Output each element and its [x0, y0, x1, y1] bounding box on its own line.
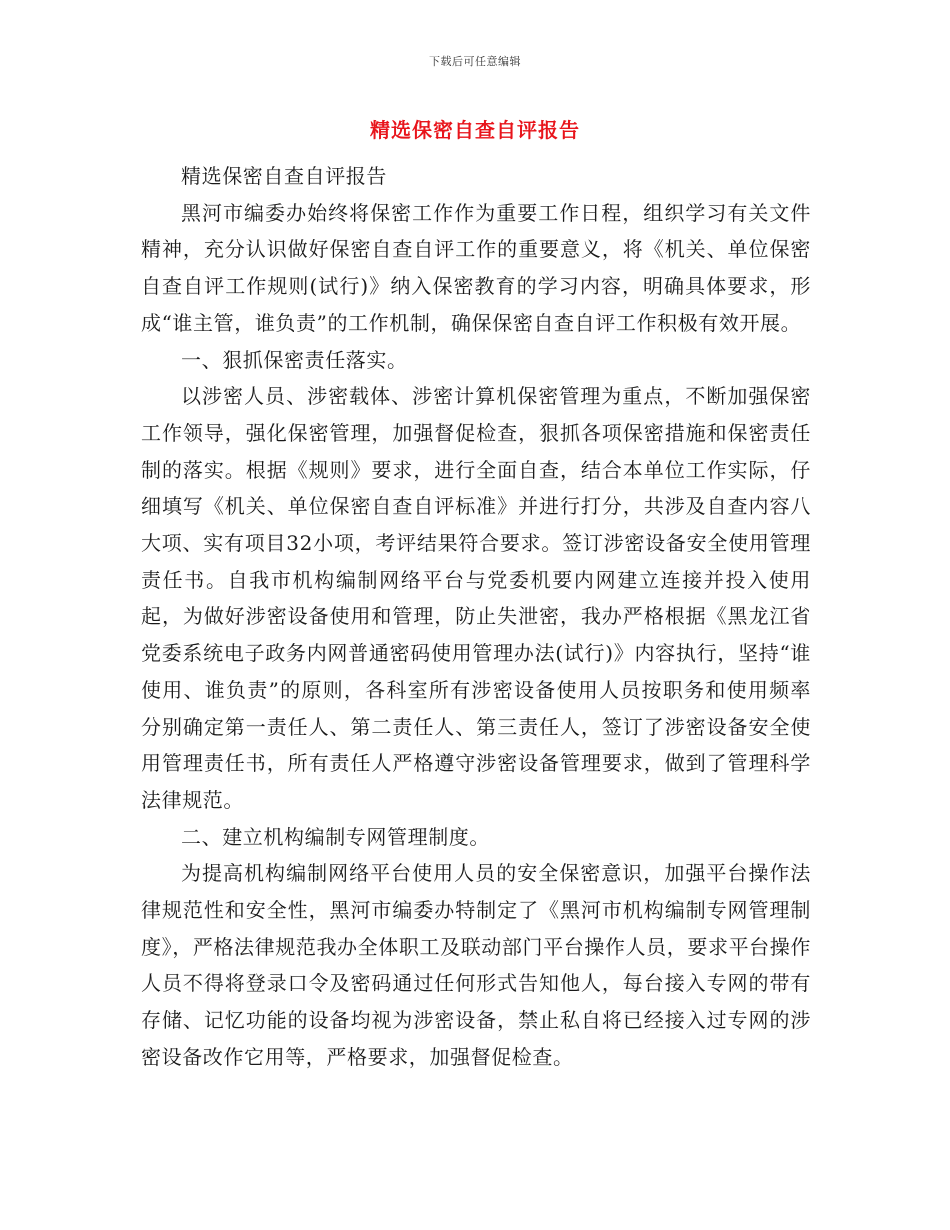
section-heading-1: 一、狠抓保密责任落实。 — [181, 347, 408, 372]
document-title: 精选保密自查自评报告 — [370, 118, 580, 142]
section-heading-2: 二、建立机构编制专网管理制度。 — [181, 824, 490, 849]
header-note: 下载后可任意编辑 — [429, 55, 521, 68]
paragraph-section-1: 以涉密人员、涉密载体、涉密计算机保密管理为重点，不断加强保密工作领导，强化保密管理，加强督促检查，狠抓各项保密措施和保密责任制的落实。根据《规则》要求，进行全面自查，结合本单位工作实际，仔细填写《机关、单位保密自查自评标准》并进行打分，共涉及自查内容八大项、实有项目32小项，考评结果符合要求。签订涉密设备安全使用管理责任书。自我市机构编制网络平台与党委机要内网建立连接并投入使用起，为做好涉密设备使用和管理，防止失泄密，我办严格根据《黑龙江省党委系统电子政务内网普通密码使用管理办法(试行)》内容执行，坚持“谁使用、谁负责”的原则，各科室所有涉密设备使用人员按职务和使用频率分别确定第一责任人、第二责任人、第三责任人，签订了涉密设备安全使用管理责任书，所有责任人严格遵守涉密设备管理要求，做到了管理科学法律规范。 — [141, 384, 811, 812]
paragraph-subtitle: 精选保密自查自评报告 — [181, 164, 387, 188]
document-body — [141, 158, 811, 1076]
paragraph-intro: 黑河市编委办始终将保密工作作为重要工作日程，组织学习有关文件精神，充分认识做好保密自查自评工作的重要意义，将《机关、单位保密自查自评工作规则(试行)》纳入保密教育的学习内容，明确具体要求，形成“谁主管，谁负责”的工作机制，确保保密自查自评工作积极有效开展。 — [141, 200, 811, 335]
paragraph-section-2: 为提高机构编制网络平台使用人员的安全保密意识，加强平台操作法律规范性和安全性，黑河市编委办特制定了《黑河市机构编制专网管理制度》，严格法律规范我办全体职工及联动部门平台操作人员，要求平台操作人员不得将登录口令及密码通过任何形式告知他人，每台接入专网的带有存储、记忆功能的设备均视为涉密设备，禁止私自将已经接入过专网的涉密设备改作它用等，严格要求，加强督促检查。 — [141, 861, 811, 1069]
